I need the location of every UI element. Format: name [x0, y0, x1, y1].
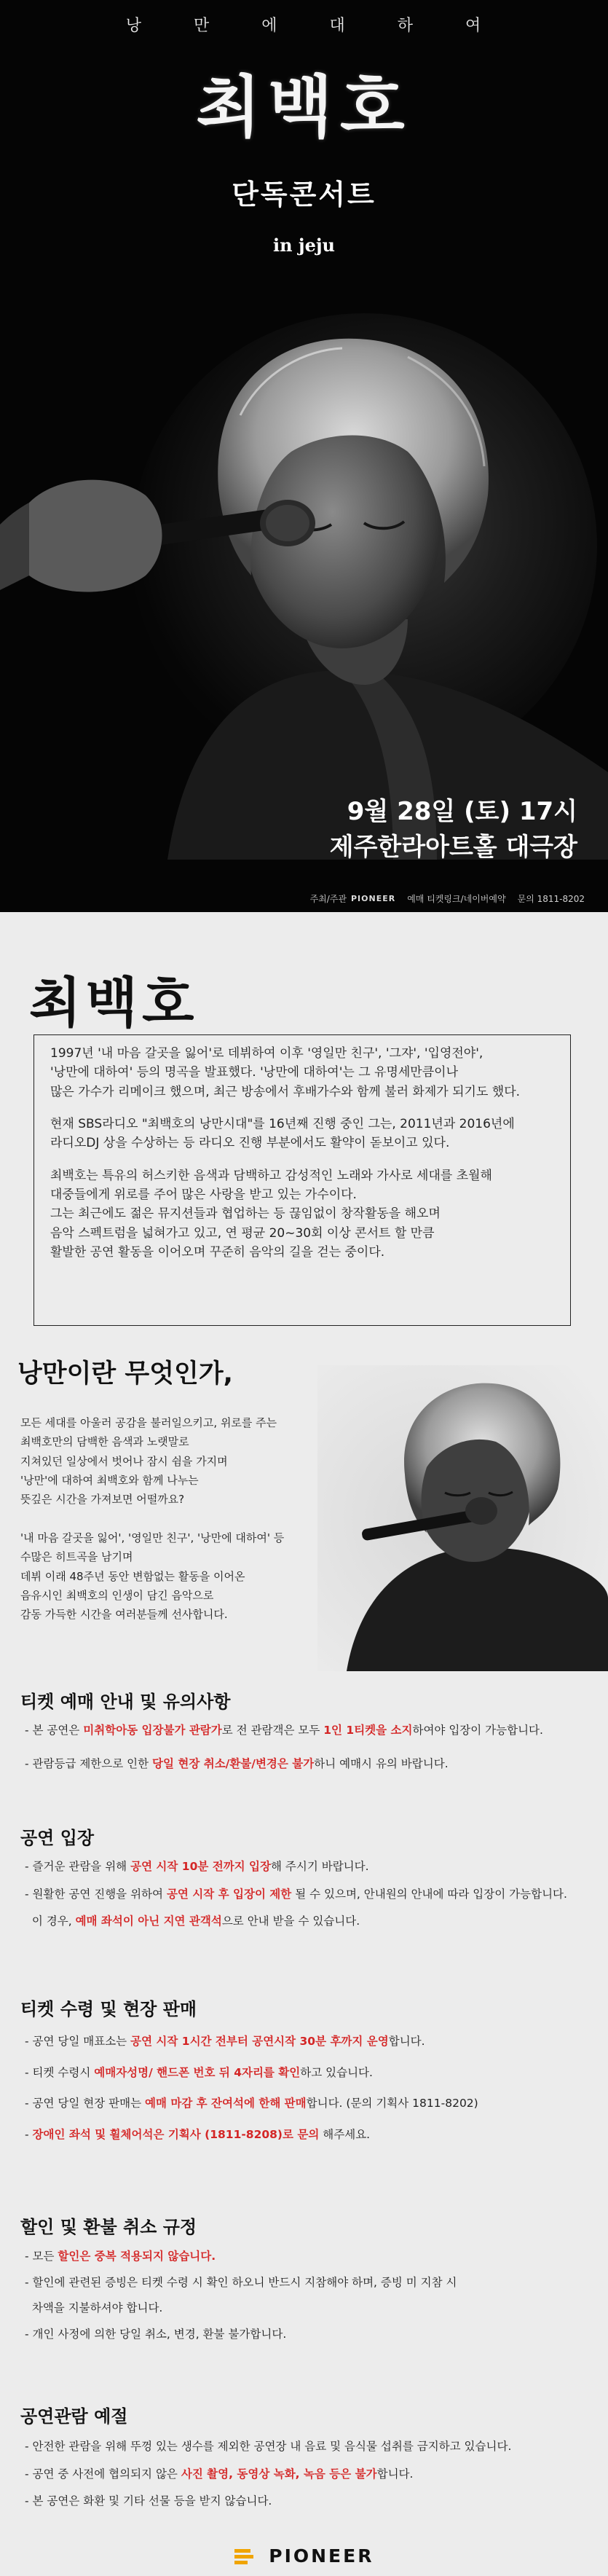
notice-text: - 개인 사정에 의한 당일 취소, 변경, 환불 불가합니다. [25, 2328, 287, 2341]
poster-subtitle: 단독콘서트 [232, 178, 376, 211]
notice-text: 하니 예매시 유의 바랍니다. [314, 1756, 449, 1770]
event-date-block [330, 794, 577, 866]
concert-poster [0, 0, 608, 912]
poster-location-tag: in jeju [272, 235, 335, 256]
notice-text: 하여야 입장이 가능합니다. [412, 1724, 543, 1737]
notice-text: - 모든 [25, 2250, 58, 2263]
booking-info: 예매 티켓링크/네이버예약 [407, 893, 506, 904]
notice-text: 합니다. (문의 기획사 1811-8202) [306, 2097, 478, 2110]
bio-line: 많은 가수가 리메이크 했으며, 최근 방송에서 후배가수와 함께 불러 화제가 되기도 했다. [50, 1084, 521, 1099]
bio-line: 대중들에게 위로를 주어 많은 사랑을 받고 있는 가수이다. [50, 1187, 357, 1203]
bio-line: 활발한 공연 활동을 이어오며 꾸준히 음악의 길을 걷는 중이다. [50, 1245, 385, 1260]
notice-list-entry [25, 1859, 593, 1941]
notice-text: 합니다. [376, 2467, 414, 2481]
notice-highlight: 예매 마감 후 잔여석에 한해 판매 [145, 2097, 307, 2110]
romance-paragraph-1 [20, 1413, 341, 1509]
notice-highlight: 공연 시작 1시간 전부터 공연시작 30분 후까지 운영 [130, 2035, 389, 2048]
notice-text: - 본 공연은 [25, 1724, 84, 1737]
notice-text: - 공연 당일 매표소는 [25, 2035, 131, 2048]
notice-title-ticket-pickup: 티켓 수령 및 현장 판매 [20, 1999, 197, 2019]
romance-line: '낭만'에 대하여 최백호와 함께 나누는 [20, 1473, 199, 1487]
notice-highlight: 예매 좌석이 아닌 지연 관객석 [75, 1915, 222, 1928]
notice-item [25, 2327, 593, 2343]
bio-paragraph [50, 1044, 554, 1102]
bio-paragraph [50, 1115, 554, 1153]
notice-highlight: 장애인 좌석 및 휠체어석은 기획사 (1811-8208)로 문의 [32, 2128, 320, 2142]
bio-paragraph [50, 1166, 554, 1263]
pioneer-logo-icon [234, 2549, 255, 2565]
bio-line: 최백호는 특유의 허스키한 음색과 담백하고 감성적인 노래와 가사로 세대를 초월해 [50, 1168, 492, 1183]
poster-title: 최백호 [196, 68, 412, 146]
event-venue: 제주한라아트홀 대극장 [329, 833, 577, 863]
notice-title-refund: 할인 및 환불 취소 규정 [20, 2217, 197, 2237]
romance-heading: 낭만이란 무엇인가, [17, 1359, 233, 1389]
bio-line: 1997년 '내 마음 갈곳을 잃어'로 데뷔하여 이후 '영일만 친구', '그쟈', '입영전야', [50, 1046, 483, 1061]
notice-highlight: 예매자성명/ 핸드폰 번호 뒤 4자리를 확인 [94, 2065, 301, 2079]
bio-box [33, 1034, 571, 1326]
footer-logo [0, 2545, 608, 2567]
notice-text: 될 수 있으며, 안내원의 안내에 따라 입장이 가능합니다. [291, 1887, 567, 1901]
notice-item [25, 2301, 593, 2317]
romance-paragraph-2 [20, 1528, 341, 1624]
notice-text: - 안전한 관람을 위해 뚜껑 있는 생수를 제외한 공연장 내 음료 및 음식물 섭취를 금지하고 있습니다. [25, 2440, 512, 2453]
notice-text: 차액을 지불하셔야 합니다. [25, 2301, 163, 2315]
notice-text: 해주세요. [319, 2128, 371, 2142]
notice-item [25, 2065, 593, 2081]
notice-title-ticketing: 티켓 예매 안내 및 유의사항 [20, 1692, 231, 1712]
notice-item [25, 1723, 593, 1739]
notice-text: 로 전 관람객은 모두 [221, 1724, 324, 1737]
notice-text: 이 경우, [25, 1915, 76, 1928]
notice-text: - 티켓 수령시 [25, 2065, 95, 2079]
notice-text: - 공연 당일 현장 판매는 [25, 2097, 145, 2110]
bio-line: 음악 스펙트럼을 넓혀가고 있고, 연 평균 20~30회 이상 콘서트 할 만큼 [50, 1225, 435, 1241]
romance-line: 최백호만의 담백한 음색과 노랫말로 [20, 1435, 189, 1449]
notice-text: - 즐거운 관람을 위해 [25, 1860, 131, 1873]
romance-line: 모든 세대를 아울러 공감을 불러일으키고, 위로를 주는 [20, 1416, 277, 1429]
notice-highlight: 당일 현장 취소/환불/변경은 불가 [152, 1756, 315, 1770]
notice-text: 하고 있습니다. [300, 2065, 373, 2079]
tagline-char: 만 [193, 17, 211, 35]
tagline-char: 에 [261, 17, 279, 35]
romance-line: 데뷔 이래 48주년 동안 변함없는 활동을 이어온 [20, 1569, 245, 1583]
notice-text: - [25, 2128, 33, 2142]
notice-item [25, 2275, 593, 2291]
romance-line: 뜻깊은 시간을 가져보면 어떨까요? [20, 1493, 185, 1506]
poster-footer [0, 884, 608, 912]
romance-line: 음유시인 최백호의 인생이 담긴 음악으로 [20, 1588, 214, 1602]
footer-logo-text: PIONEER [269, 2545, 374, 2567]
notice-highlight: 공연 시작 후 입장이 제한 [166, 1887, 292, 1901]
tagline-char: 낭 [125, 17, 143, 35]
notice-text: - 원활한 공연 진행을 위하여 [25, 1887, 167, 1901]
profile-name: 최백호 [29, 972, 199, 1034]
notice-highlight: 미취학아동 입장불가 관람가 [83, 1724, 222, 1737]
notice-item [25, 1756, 593, 1772]
notice-highlight: 할인은 중복 적용되지 않습니다. [58, 2250, 216, 2263]
tagline-char: 여 [465, 17, 483, 35]
notice-list-etiquette [25, 2439, 593, 2521]
romance-line: 감동 가득한 시간을 여러분들께 선사합니다. [20, 1608, 228, 1621]
notice-item [25, 1914, 593, 1930]
notice-highlight: 공연 시작 10분 전까지 입장 [130, 1860, 271, 1873]
notice-item [25, 2127, 593, 2143]
host-label: 주최/주관 [309, 893, 347, 904]
event-date: 9월 28일 (토) 17시 [347, 797, 577, 826]
tagline-char: 대 [329, 17, 347, 35]
notice-item [25, 2467, 593, 2483]
notice-title-entry: 공연 입장 [20, 1828, 95, 1848]
singer-photo [0, 306, 608, 860]
notice-list-ticket-pickup [25, 2034, 593, 2159]
romance-line: 수많은 히트곡을 남기며 [20, 1550, 133, 1564]
notice-item [25, 2494, 593, 2510]
bio-line: 라디오DJ 상을 수상하는 등 라디오 진행 부분에서도 활약이 돋보이고 있다. [50, 1136, 450, 1151]
notice-text: - 공연 중 사전에 협의되지 않은 [25, 2467, 181, 2481]
notice-text: - 할인에 관련된 증빙은 티켓 수령 시 확인 하오니 반드시 지참해야 하며, 증빙 미 지참 시 [25, 2275, 457, 2289]
singer-photo-2 [317, 1365, 608, 1671]
notice-text: 합니다. [388, 2035, 425, 2048]
notice-item [25, 1859, 593, 1875]
notice-item [25, 2249, 593, 2265]
host-info [310, 892, 396, 905]
romance-line: '내 마음 갈곳을 잃어', '영일만 친구', '낭만에 대하여' 등 [20, 1531, 285, 1544]
notice-list-refund [25, 2249, 593, 2353]
notice-item [25, 2096, 593, 2112]
notice-item [25, 2439, 593, 2455]
notice-list-ticketing [25, 1723, 593, 1789]
inquiry-info: 문의 1811-8202 [517, 893, 585, 904]
notice-text: - 관람등급 제한으로 인한 [25, 1756, 153, 1770]
poster-tagline [0, 13, 608, 36]
notice-item [25, 2034, 593, 2050]
notice-title-etiquette: 공연관람 예절 [20, 2406, 128, 2427]
bio-line: '낭만에 대하여' 등의 명곡을 발표했다. '낭만에 대하여'는 그 유명세만큼이나 [50, 1065, 458, 1080]
notice-item [25, 1887, 593, 1903]
romance-line: 지쳐있던 일상에서 벗어나 잠시 쉼을 가지며 [20, 1454, 228, 1468]
bio-line: 현재 SBS라디오 "최백호의 낭만시대"를 16년째 진행 중인 그는, 2011년과 2016년에 [50, 1117, 515, 1132]
tagline-char: 하 [397, 17, 415, 35]
notice-text: 해 주시기 바랍니다. [270, 1860, 369, 1873]
bio-line: 그는 최근에도 젊은 뮤지션들과 협업하는 등 끊임없이 창작활동을 해오며 [50, 1206, 441, 1222]
notice-text: 으로 안내 받을 수 있습니다. [221, 1915, 360, 1928]
notice-text: - 본 공연은 화환 및 기타 선물 등을 받지 않습니다. [25, 2494, 272, 2508]
notice-highlight: 사진 촬영, 동영상 녹화, 녹음 등은 불가 [181, 2467, 377, 2481]
notice-highlight: 1인 1티켓을 소지 [323, 1724, 413, 1737]
host-logo: PIONEER [350, 893, 396, 903]
